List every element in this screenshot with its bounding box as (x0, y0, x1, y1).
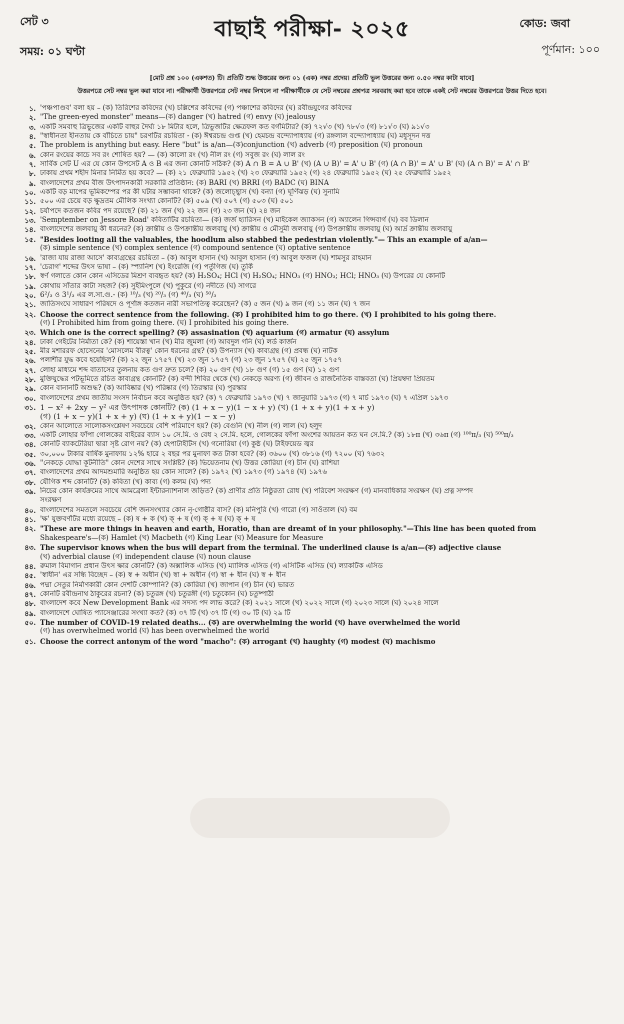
question-text: 'Semptember on Jessore Road' কবিতাটির রচয়িতা— (ক) জর্জ হ্যারিসন (খ) মাইকেল জ্যাকসন (গ) অ্যালেন গিন্সবার্গ (ঘ) বব ডিলান (40, 216, 429, 225)
question-item (14, 618, 610, 627)
question-number: ৪২. (24, 524, 36, 534)
question-item (14, 468, 610, 477)
question-item (14, 506, 610, 515)
question-item (14, 366, 610, 375)
question-number: ৮. (29, 169, 36, 179)
question-list (14, 104, 610, 646)
question-number: ৪০. (24, 505, 36, 515)
question-number: ২৭. (24, 365, 36, 375)
question-item (14, 254, 610, 263)
question-text: কোনটি রবীন্দ্রনাথ ঠাকুরের রচনা? (ক) চতুরঙ্গ (খ) চতুরঙ্গী (গ) চতুকোন (ঘ) চতুষ্পাঠী (40, 589, 274, 598)
question-number: ২৪. (24, 337, 36, 347)
question-number: ২৮. (24, 374, 36, 384)
question-number: ৩৯. (24, 487, 36, 497)
question-item (14, 599, 610, 608)
question-item (14, 459, 610, 468)
question-item (14, 440, 610, 449)
question-number: ৪৪. (24, 561, 36, 571)
instruction-line-1: [মোট প্রশ্ন ১০০ (একশত) টি। প্রতিটি শুদ্ধ উত্তরের জন্য ০১ (এক) নম্বর প্রদেয়। প্রতিটি ভুল উত্তরের জন্য ০.৫০ নম্বর কাটা যাবে] (149, 75, 475, 82)
question-text: বাংলাদেশের প্রথম জাতীয় সংসদ নির্বাচন কবে অনুষ্ঠিত হয়? (ক) ৭ ফেব্রুয়ারি ১৯৭৩ (খ) ৭ জানুয়ারি ১৯৭৩ (গ) ৭ মার্চ ১৯৭৩ (ঘ) ৭ এপ্রিল ১৯৭৩ (40, 393, 449, 402)
set-label: সেট ৩ (20, 15, 49, 28)
question-item (14, 524, 610, 533)
instruction-line-2: উত্তরপত্রে সেট নম্বর ভুল করা যাবে না। পরীক্ষার্থী উত্তরপত্রে সেট নম্বর লিখলে না পরীক্ষার্থীকে যে সেট নম্বরের প্রশ্নপত্র সরবরাহ করা হবে তাকে একই সেট নম্বরের উত্তরপত্রে উত্তর দিতে হবে। (77, 88, 547, 95)
question-number: ৪. (29, 132, 36, 142)
question-number: ৫০. (24, 617, 36, 627)
question-text: ৩০,০০০ টাকার বার্ষিক মুনাফায় ১২% হারে ২ বছর পর মুনাফা কত টাকা হবে? (ক) ৩৬০০ (খ) ৩৮১৬ (গ) ৭২০০ (ঘ) ৭৬৩২ (40, 449, 385, 458)
question-item (14, 113, 610, 122)
question-number: ৪৩. (24, 543, 36, 553)
question-number: ৪৫. (24, 571, 36, 581)
question-item (14, 169, 610, 178)
question-number: ২৯. (24, 384, 36, 394)
question-item (14, 300, 610, 309)
question-number: ৩৬. (24, 459, 36, 469)
question-text: বাংলাদেশ কবে New Development Bank এর সদস্য পদ লাভ করে? (ক) ২০২১ সালে (খ) ২০২২ সালে (গ) ২০২৩ সালে (ঘ) ২০২৪ সালে (40, 599, 439, 608)
question-item (14, 347, 610, 356)
question-number: ৭. (29, 160, 36, 170)
question-number: ১৬. (24, 253, 36, 263)
question-text: স্বর্ণ গলাতে কোন কোন এসিডের মিশ্রণ ব্যবহৃত হয়? (ক) H₂SO₄; HCl (খ) H₂SO₄; HNO₃ (গ) HNO₃; HCl; HNO₃ (ঘ) উপরের যে কোনটি (40, 272, 446, 281)
question-number: ১৪. (24, 225, 36, 235)
question-item (14, 310, 610, 319)
question-number: ২. (29, 113, 36, 123)
question-text: একটি সমবাহু ত্রিভুজের একটি বাহুর দৈর্ঘ্য ১৮ মিটার হলে, ত্রিভুজটির ক্ষেত্রফল কত বর্গমিটার? (ক) ৭২√৩ (খ) ৭৮√৩ (গ) ৮১√৩ (ঘ) ৯১√৩ (40, 122, 430, 131)
question-text: 'রাজা যায় রাজা আসে' কাব্যগ্রন্থের রচয়িতা – (ক) আবুল হাসান (খ) আবুল হাসান (গ) আবুল ফজল (ঘ) শামসুর রাহমান (40, 253, 372, 262)
question-text: নিচের কোন কার্যক্রমের সাথে আমব্রেলা ইন্টারন্যাশনাল জড়িত? (ক) প্রাণীর প্রতি নিষ্ঠুরতা রোধ (খ) পরিবেশ সংরক্ষণ (গ) মানবাধিকার সংরক্ষণ (ঘ) প্রত্ন সম্পদ (40, 487, 473, 496)
code-label: কোড: জবা (519, 17, 570, 30)
question-continuation: (খ) adverbial clause (গ) independent clause (ঘ) noun clause (40, 552, 251, 561)
question-item (14, 515, 610, 524)
question-number: ২৫. (24, 346, 36, 356)
question-text: মীর মশাররফ হোসেনের 'মোসলেম বীরত্ব' কোন ধরনের গ্রন্থ? (ক) উপন্যাস (খ) কাব্যগ্রন্থ (গ) প্রবন্ধ (ঘ) নাটক (40, 346, 338, 355)
question-text: The supervisor knows when the bus will depart from the terminal. The underlined clause is a/an—(ক) adjective clause (40, 543, 502, 553)
question-text: "স্বাধীনতা হীনতায় কে বাঁচিতে চায়" চরণটির রচয়িতা - (ক) ঈশ্বরচন্দ্র গুপ্ত (খ) হেমচন্দ্র বন্দ্যোপাধ্যায় (গ) রঙ্গলাল বন্দ্যোপাধ্যায় (ঘ) মধুসূদন দত্ত (40, 132, 431, 141)
question-number: ১১. (24, 197, 36, 207)
question-item (14, 581, 610, 590)
question-number: ৩১. (24, 403, 36, 412)
question-number: ৬. (29, 150, 36, 160)
question-item (14, 431, 610, 440)
question-item (14, 160, 610, 169)
question-item (14, 478, 610, 487)
question-item (14, 562, 610, 571)
question-item (14, 571, 610, 580)
question-text: মুক্তিযুদ্ধের পটভূমিতে রচিত কাব্যগ্রন্থ কোনটি? (ক) বন্দী শিবির থেকে (খ) নেকড়ে অরণ্য (গ) জীবন ও রাজনৈতিক বাস্তবতা (ঘ) প্রিয়ম্বদা প্রিয়তম (40, 374, 435, 383)
question-number: ১৮. (24, 272, 36, 282)
question-text: বাংলাদেশের প্রথম বীজ উৎপাদনকারী সরকারি প্রতিষ্ঠান: (ক) BARI (খ) BRRI (গ) BADC (ঘ) BINA (40, 178, 329, 187)
time-label: সময়: ০১ ঘণ্টা (20, 45, 85, 58)
question-number: ১৯. (24, 281, 36, 291)
question-item (14, 384, 610, 393)
question-number: ৪১. (24, 515, 36, 525)
question-item (14, 207, 610, 216)
question-number: ১০. (24, 188, 36, 198)
question-item (14, 291, 610, 300)
question-item (14, 394, 610, 403)
question-number: ২৩. (24, 328, 36, 338)
question-number: ৪৭. (24, 589, 36, 599)
question-number: ৫১. (24, 636, 36, 646)
question-item (14, 132, 610, 141)
question-text: কোন আলোতে সালোকসংশ্লেষণ সবচেয়ে বেশি পরিমাণে হয়? (ক) বেগুনি (খ) নীল (গ) লাল (ঘ) হলুদ (40, 421, 322, 430)
question-text: 6²/₃ ও 3¹/₃ এর ল.সা.গু.- (ক) ¹⁰/₃ (খ) ²⁰/₃ (গ) ⁴⁰/₃ (ঘ) ⁵⁰/₃ (40, 290, 217, 299)
question-item (14, 141, 610, 150)
question-number: ১২. (24, 206, 36, 216)
question-item (14, 375, 610, 384)
question-text: বাংলাদেশের প্রথম আদমশুমারি অনুষ্ঠিত হয় কোন সালে? (ক) ১৯৭২ (খ) ১৯৭৩ (গ) ১৯৭৪ (ঘ) ১৯৭৬ (40, 468, 328, 477)
question-number: ৩৪. (24, 440, 36, 450)
question-text: জাতিসংঘে সাধারণ পরিষদে ও পূর্ণাঙ্গ কতজন নারী সভাপতিত্ব করেছেন? (ক) ৫ জন (খ) ৯ জন (গ) ১১ জন (ঘ) ৭ জন (40, 300, 371, 309)
question-item (14, 422, 610, 431)
question-continuation: (গ) I Prohibited him from going there. (ঘ) I prohibited his going there. (40, 318, 289, 327)
question-item (14, 188, 610, 197)
question-number: ২০. (24, 290, 36, 300)
question-number: ৩৩. (24, 431, 36, 441)
question-number: ৩. (29, 122, 36, 132)
question-text: Choose the correct antonym of the word "macho": (ক) arrogant (খ) haughty (গ) modest (ঘ) machismo (40, 636, 436, 646)
question-number: ৩২. (24, 421, 36, 431)
question-number: ১৫. (24, 234, 36, 244)
question-number: ১৭. (24, 262, 36, 272)
question-item (14, 328, 610, 337)
question-number: ৪৯. (24, 608, 36, 618)
question-text: 'চেরাগ' শব্দের উৎস ভাষা – (ক) স্প্যানিশ (খ) ইংরেজি (গ) পর্তুগিজ (ঘ) তুর্কি (40, 262, 254, 271)
question-number: ৯. (29, 178, 36, 188)
question-continuation: (গ) (1 + x − y)(1 + x + y) (ঘ) (1 + x + y)(1 − x − y) (40, 412, 236, 422)
question-item (14, 225, 610, 234)
question-text: ৫০০ এর চেয়ে বড় ক্ষুদ্রতম মৌলিক সংখ্যা কোনটি? (ক) ৫০৯ (খ) ৫০৭ (গ) ৫০৩ (ঘ) ৫০১ (40, 197, 294, 206)
exam-header (14, 8, 610, 74)
question-continuation: সংরক্ষণ (40, 496, 62, 505)
question-item (14, 487, 610, 496)
question-text: Choose the correct sentence from the following. (ক) I prohibited him to go there. (খ) I prohibited to his going there. (40, 309, 497, 319)
question-text: পদ্মা সেতুর নির্মাণকারী কোন দেশটি কোম্পানি? (ক) কোরিয়া (খ) জাপান (গ) চীন (ঘ) ভারত (40, 580, 295, 589)
question-text: একটি লোহার ফাঁপা গোলকের বাইরের ব্যাস ১০ সে.মি. ও বেধ ২ সে.মি. হলে, গোলকের ফাঁপা অংশের আয়তন কত ঘন সে.মি.? (ক) ১৮π (খ) ৩৬π (গ) ¹⁰⁰π/₃ (ঘ) ⁵⁰⁰π/₃ (40, 431, 514, 440)
question-text: কোন বানানটি অশুদ্ধ? (ক) আবিষ্কার (খ) পরিষ্কার (গ) তিরস্কার (ঘ) পুরস্কার (40, 384, 247, 393)
question-item (14, 123, 610, 132)
question-item (14, 179, 610, 188)
full-marks-label: পূর্ণমান: ১০০ (541, 43, 600, 56)
question-text: কোথায় সাঁতার কাটা সহজ? (ক) সুইমিংপুলে (খ) পুকুরে (গ) নদীতে (ঘ) সাগরে (40, 281, 257, 290)
question-continuation: (ক) simple sentence (খ) complex sentence (গ) compound sentence (ঘ) optative sentence (40, 244, 351, 253)
question-number: ২২. (24, 309, 36, 319)
page-smudge (190, 798, 450, 838)
question-text: Which one is the correct spelling? (ক) assasination (খ) aquarium (গ) armatur (ঘ) assylum (40, 328, 390, 338)
exam-title: বাছাই পরীক্ষা- ২০২৫ (214, 16, 410, 42)
question-number: ৩০. (24, 393, 36, 403)
question-text: বাংলাদেশের জলবায়ু কী ধরনের? (ক) ক্রান্তীয় ও উপক্রান্তীয় জলবায়ু (খ) ক্রান্তীয় ও মৌসুমী জলবায়ু (গ) উপক্রান্তীয় জলবায়ু (ঘ) আর্দ্র ক্রান্তীয় জলবায়ু (40, 225, 453, 234)
question-text: 'পঞ্চপাণ্ডব' বলা হয় – (ক) তিরিশের কবিদের (খ) চল্লিশের কবিদের (গ) পঞ্চাশের কবিদের (ঘ) রবীন্দ্রযুগের কবিদের (40, 104, 352, 112)
question-number: ৫. (29, 141, 36, 151)
question-text: "These are more things in heaven and earth, Horatio, than are dreamt of in your philosophy."—This line has been quoted from (40, 524, 537, 534)
question-continuation: Shakespeare's—(ক) Hamlet (খ) Macbeth (গ) King Lear (ঘ) Measure for Measure (40, 533, 324, 542)
question-text: যৌগিক শব্দ কোনটি? (ক) কবিতা (খ) কাব্য (গ) কলম (ঘ) পদ্য (40, 477, 211, 486)
question-item (14, 216, 610, 225)
question-item (14, 338, 610, 347)
question-text: একটি বড় মাপের ভূমিকম্পের পর কী ঘটার সম্ভাবনা থাকে? (ক) জলোচ্ছ্বাস (খ) বন্যা (গ) ঘূর্ণিঝড় (ঘ) সুনামি (40, 188, 340, 197)
question-text: The problem is anything but easy. Here "but" is a/an—(ক)conjunction (খ) adverb (গ) preposition (ঘ) pronoun (40, 141, 423, 150)
question-text: The number of COVID-19 related deaths... (ক) are overwhelming the world (খ) have overwhelmed the world (40, 617, 461, 627)
question-item (14, 543, 610, 552)
question-text: রুমাল বিমাগান প্রধান উৎস ক্ষার কোনটি? (ক) অক্সালিক এসিড (খ) ম্যালিক এসিড (গ) এসিটিক এসিড (ঘ) ল্যাকটিক এসিড (40, 561, 383, 570)
question-text: ঢাকায় প্রথম শহীদ মিনার নির্মিত হয় কবে? — (ক) ২১ ফেব্রুয়ারি ১৯৫২ (খ) ২৩ ফেব্রুয়ারি ১৯৫২ (গ) ২৪ ফেব্রুয়ারি ১৯৫২ (ঘ) ২৫ ফেব্রুয়ারি ১৯৫২ (40, 169, 452, 178)
question-item (14, 263, 610, 272)
question-item (14, 637, 610, 646)
question-text: লোহা মাধ্যমে শব্দ বাতাসের তুলনায় কত গুণ দ্রুত চলে? (ক) ২০ গুণ (খ) ১৮ গুণ (গ) ১৫ গুণ (ঘ) ১২ গুণ (40, 365, 340, 374)
question-item (14, 197, 610, 206)
question-number: ৪৬. (24, 580, 36, 590)
question-item (14, 356, 610, 365)
question-text: ঢাকা গেইটের নির্মাতা কে? (ক) শায়েস্তা খান (খ) মীর জুমলা (গ) আবদুল গনি (ঘ) লর্ড কার্জন (40, 337, 297, 346)
question-text: পলাশীর যুদ্ধ কবে হয়েছিল? (ক) ২২ জুন ১৭৫৭ (খ) ২৩ জুন ১৭৫৭ (গ) ২৩ জুন ১৭৫৭ (ঘ) ২৫ জুন ১৭৫৭ (40, 356, 343, 365)
question-item (14, 590, 610, 599)
question-text: 'স্বাধীন' এর সন্ধি বিচ্ছেদ – (ক) স্ব + অধীন (খ) স্বা + অধীন (গ) স্বা + ধীন (ঘ) স্ব + ধীন (40, 571, 286, 580)
question-text: বাংলাদেশের সমতলে সবচেয়ে বেশি জনসংখ্যার কোন নৃ-গোষ্ঠীর বাস? (ক) মনিপুরি (খ) গারো (গ) সাওঁতাল (ঘ) বম (40, 505, 358, 514)
question-item (14, 272, 610, 281)
question-item (14, 403, 610, 412)
question-number: ৩৫. (24, 449, 36, 459)
question-number: ১. (29, 104, 36, 113)
question-text: কোনটি ব্যাকটেরিয়া দ্বারা সৃষ্ট রোগ নয়? (ক) হেপাটাইটিস (খ) গনোরিয়া (গ) কুষ্ঠ (ঘ) টাইফয়েড জ্বর (40, 440, 314, 449)
question-item (14, 450, 610, 459)
question-text: চর্যাপদে কতজন কবির পদ রয়েছে? (ক) ২১ জন (খ) ২২ জন (গ) ২৩ জন (ঘ) ২৪ জন (40, 206, 281, 215)
question-item (14, 151, 610, 160)
question-number: ৩৮. (24, 477, 36, 487)
question-item (14, 235, 610, 244)
question-item (14, 609, 610, 618)
question-number: ১৩. (24, 216, 36, 226)
question-text: "Besides looting all the valuables, the hoodlum also stabbed the pedestrian violently."— This an example of a/an— (40, 234, 488, 244)
question-text: বাংলাদেশে ঘোষিত প্যাসেঞ্জারের সংখ্যা কত? (ক) ৩৭ টি (খ) ৩৭ টি (গ) ৩০ টি (ঘ) ২৯ টি (40, 608, 291, 617)
question-number: ২৬. (24, 356, 36, 366)
question-text: 'ক্ষ' যুক্তবর্ণটির মধ্যে রয়েছে – (ক) ষ + ক (খ) ক্ + ষ (গ) ক্ + ষ (ঘ) ক্ + ষ (40, 515, 256, 524)
question-text: "নেকড়ে যোদ্ধা কূটনীতি" কোন দেশের সাথে সংশ্লিষ্ট? (ক) ভিয়েতনাম (খ) উত্তর কোরিয়া (গ) চীন (ঘ) রাশিয়া (40, 459, 340, 468)
question-number: ৩৭. (24, 468, 36, 478)
question-item (14, 104, 610, 113)
question-continuation: (গ) has overwhelmed world (ঘ) has been overwhelmed the world (40, 627, 270, 636)
question-number: ২১. (24, 300, 36, 310)
question-text: "The green-eyed monster" means—(ক) danger (খ) hatred (গ) envy (ঘ) jealousy (40, 113, 316, 122)
question-number: ৪৮. (24, 599, 36, 609)
question-text: সার্বিক সেট U এর যে কোন উপসেট A ও B এর জন্য কোনটি সঠিক? (ক) A ∩ B = A ∪ B' (খ) (A ∪ B)' = A' ∪ B' (গ) (A ∩ B)' = A' ∪ B' (ঘ) (A ∩ B)' = A' ∩ B' (40, 160, 530, 169)
question-item (14, 282, 610, 291)
question-text: কোন রংয়ের কাচে সব রং শোষিত হয়? — (ক) কালো রং (খ) নীল রং (গ) সবুজ রং (ঘ) লাল রং (40, 150, 305, 159)
question-text: 1 − x² + 2xy − y² এর উৎপাদক কোনটি? (ক) (1 + x − y)(1 − x + y) (খ) (1 + x + y)(1 + x + y) (40, 403, 375, 412)
